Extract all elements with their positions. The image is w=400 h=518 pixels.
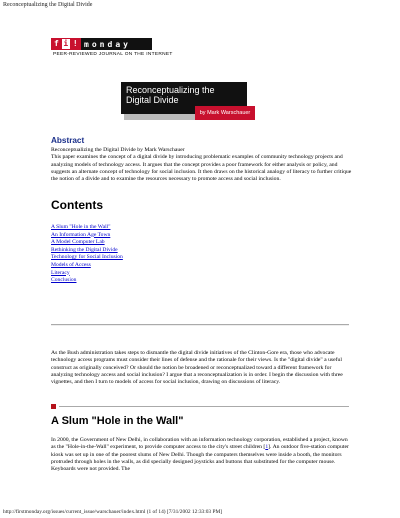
section-paragraph [51,437,351,473]
toc-link[interactable]: Models of Access [51,261,91,268]
toc-item [51,224,123,232]
banner-title-line: Reconceptualizing the [126,85,215,95]
abstract-text: This paper examines the concept of a digital divide by introducing problematic examples of community technology projects and analyzing models of technology access. It argues that the concept provides a poor framework for either analysis or policy, and suggests an alternate concept of technology for social inclusion. It then draws on the historical analogy of literacy to further critique the notion of a divide and to examine the resources necessary to promote access and social inclusion. [51,154,352,183]
section-divider [59,406,349,407]
logo-glyph: y [123,39,128,49]
toc-item [51,239,123,247]
print-footer: http://firstmonday.org/issues/current_issue/warschauer/index.html (1 of 14) [7/31/2002 12:33:03 PM] [3,509,223,515]
logo-glyph: d [107,39,113,49]
abstract-byline: Reconceptualizing the Digital Divide by Mark Warschauer [51,147,185,153]
section-marker-icon [51,404,56,409]
contents-heading: Contents [51,198,103,212]
logo-glyph: f [54,39,59,48]
section-text: ]. An outdoor five-station computer kiosk was set up in one of the poorest slums of New Delhi. Though the computers themselves were inside a booth, the monitors protruded through holes in the walls, as did specially designed joysticks and buttons that substituted for the computer mouse. Keyboards were not provided. The [51,444,349,473]
toc-link[interactable]: Technology for Social Inclusion [51,254,123,261]
toc-link[interactable]: A Slum "Hole in the Wall" [51,224,111,230]
logo-glyph: i [63,39,69,48]
toc-link[interactable]: Conclusion [51,277,77,284]
first-monday-logo-dark[interactable] [81,38,152,50]
toc-item [51,270,123,278]
toc-item [51,262,123,270]
intro-paragraph: As the Bush administration takes steps to dismantle the digital divide initiatives of the Clinton-Gore era, those who advocate technology access programs must consider their lines of defense and the rationale for their views. Is the "digital divide" a useful construct as originally conceived? Or should the notion be broadened or reconceptualized toward a different framework for analyzing technology access and social inclusion? I argue that a reconceptualization is in order. I begin the discussion with three vignettes, and then I turn to models of access for social inclusion, drawing on discussions of literacy. [51,350,343,386]
banner-title-line: Digital Divide [126,95,179,105]
banner-title [126,85,215,105]
banner-byline: by Mark Warschauer [195,106,255,120]
footnote-link[interactable]: 1 [265,444,269,451]
logo-glyph: a [115,39,121,49]
toc-link[interactable]: An Information Age Town [51,231,111,238]
journal-tagline: PEER-REVIEWED JOURNAL ON THE INTERNET [53,52,173,57]
logo-glyph: m [84,39,89,49]
toc-item [51,232,123,240]
logo-glyph: n [99,39,105,49]
abstract-heading: Abstract [51,136,85,145]
horizontal-divider [51,324,349,326]
table-of-contents [51,224,123,285]
toc-link[interactable]: Literacy [51,269,70,276]
section-heading: A Slum "Hole in the Wall" [51,415,184,427]
toc-item [51,277,123,285]
logo-glyph: o [91,39,97,49]
toc-link[interactable]: Rethinking the Digital Divide [51,246,118,253]
banner-shadow [124,114,195,120]
logo-glyph: ! [72,39,78,48]
section-text: In 2000, the Government of New Delhi, in collaboration with an information technology corporation, established a project, known as the "Hole-in-the-Wall" experiment, to provide computer access to the city's street children [ [51,437,348,451]
toc-item [51,254,123,262]
toc-link[interactable]: A Model Computer Lab [51,239,105,246]
print-header: Reconceptualizing the Digital Divide [3,2,93,8]
abstract-body [51,147,355,183]
